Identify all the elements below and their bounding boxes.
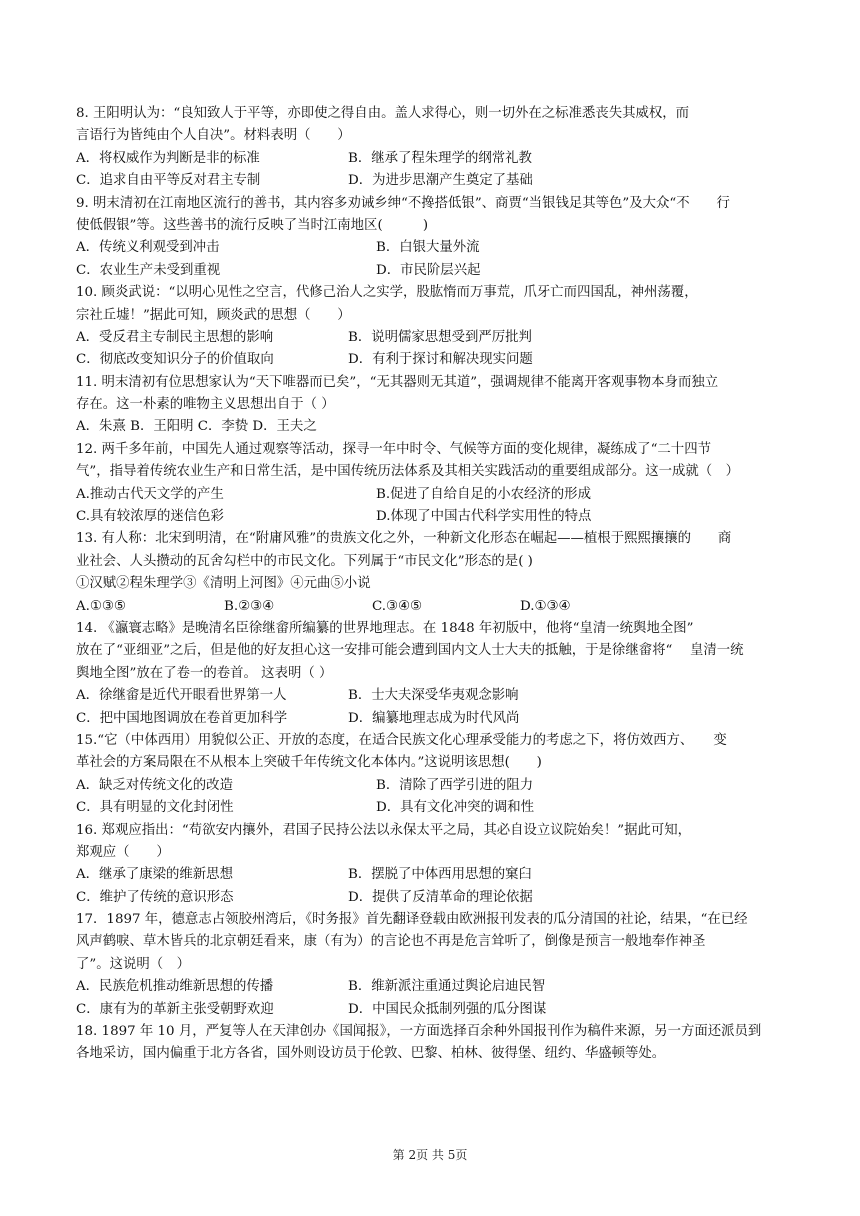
- exam-page: [76, 103, 788, 1066]
- question-text-line: 各地采访，国内偏重于北方各省，国外则设访员于伦敦、巴黎、柏林、彼得堡、纽约、华盛顿等处。: [76, 1046, 666, 1062]
- answer-option: A.①③⑤: [76, 598, 126, 614]
- question-text-line: 存在。这一朴素的唯物主义思想出自于（ ）: [76, 397, 335, 413]
- question-5: [76, 528, 788, 618]
- answer-option: D．为进步思潮产生奠定了基础: [348, 173, 533, 189]
- question-text-line: 言语行为皆纯由个人自决”。材料表明（ ）: [76, 128, 351, 144]
- answer-option: D.①③④: [520, 598, 571, 614]
- answer-option: A．缺乏对传统文化的改造: [76, 777, 233, 793]
- option-row: [76, 506, 788, 528]
- option-row: [76, 260, 788, 282]
- question-text-line: 14. 《瀛寰志略》是晚清名臣徐继畲所编纂的世界地理志。在 1848 年初版中，他将“皇清一统舆地全图”: [76, 620, 694, 636]
- answer-option: B．士大夫深受华夷观念影响: [348, 688, 519, 704]
- question-text-line: 8. 王阳明认为：“良知致人于平等，亦即使之得自由。盖人求得心，则一切外在之标准悉丧失其威权，而: [76, 106, 690, 121]
- question-9: [76, 909, 788, 1021]
- option-row: [76, 237, 788, 259]
- answer-option: B．说明儒家思想受到严厉批判: [348, 329, 532, 345]
- option-row: [76, 596, 788, 618]
- answer-option: D．具有文化冲突的调和性: [376, 800, 535, 816]
- answer-option: D.体现了中国古代科学实用性的特点: [376, 509, 592, 525]
- question-0: [76, 103, 788, 193]
- answer-option: B.②③④: [224, 598, 275, 614]
- answer-option: B．白银大量外流: [376, 240, 480, 256]
- question-text-line: 9. 明末清初在江南地区流行的善书，其内容多劝诫乡绅“不搀搭低银”、商贾“当银钱足其等色”及大众“不 行: [76, 195, 730, 211]
- question-text-line: 11. 明末清初有位思想家认为“天下唯器而已矣”，“无其器则无其道”，强调规律不能离开客观事物本身而独立: [76, 374, 719, 390]
- answer-option: A．民族危机推动维新思想的传播: [76, 979, 274, 995]
- answer-option: B．清除了西学引进的阻力: [376, 777, 534, 793]
- option-row: [76, 797, 788, 819]
- answer-option: C．农业生产未受到重视: [76, 262, 221, 278]
- option-row: [76, 685, 788, 707]
- question-text-line: ①汉赋②程朱理学③《清明上河图》④元曲⑤小说: [76, 576, 371, 592]
- question-3: [76, 372, 788, 439]
- answer-option: C．追求自由平等反对君主专制: [76, 173, 261, 189]
- question-text-line: 12. 两千多年前，中国先人通过观察等活动，探寻一年中时令、气候等方面的变化规律，凝练成了“二十四节: [76, 441, 711, 457]
- answer-option: B.促进了自给自足的小农经济的形成: [376, 486, 591, 502]
- question-text-line: 革社会的方案局限在不从根本上突破千年传统文化本体内。”这说明该思想( ): [76, 755, 542, 771]
- option-row: [76, 484, 788, 506]
- answer-option: C.③④⑤: [372, 598, 423, 614]
- option-row: [76, 349, 788, 371]
- question-text-line: 业社会、人头攒动的瓦舍勾栏中的市民文化。下列属于“市民文化”形态的是( ): [76, 553, 533, 569]
- question-text-line: 宗社丘墟！”据此可知，顾炎武的思想（ ）: [76, 307, 351, 323]
- answer-option: C．彻底改变知识分子的价值取向: [76, 352, 274, 368]
- question-4: [76, 439, 788, 529]
- question-text-line: 放在了“亚细亚”之后，但是他的好友担心这一安排可能会遭到国内文人士大夫的抵触，于是徐继畲将“ 皇清一统: [76, 643, 744, 659]
- answer-option: D．编纂地理志成为时代风尚: [348, 710, 520, 726]
- question-10: [76, 1021, 788, 1066]
- question-6: [76, 618, 788, 730]
- answer-option: D．有利于探讨和解决现实问题: [348, 352, 533, 368]
- option-row: [76, 148, 788, 170]
- answer-option: A．将权威作为判断是非的标准: [76, 150, 260, 166]
- answer-option: B．继承了程朱理学的纲常礼教: [348, 150, 532, 166]
- option-row: [76, 775, 788, 797]
- question-text-line: A．朱熹 B．王阳明 C．李贽 D．王夫之: [76, 419, 317, 435]
- answer-option: D．市民阶层兴起: [376, 262, 481, 278]
- question-text-line: 了”。这说明（ ）: [76, 956, 190, 972]
- question-2: [76, 282, 788, 372]
- option-row: [76, 708, 788, 730]
- answer-option: C.具有较浓厚的迷信色彩: [76, 509, 224, 525]
- question-text-line: 舆地全图”放在了卷一的卷首。 这表明（ ）: [76, 665, 333, 681]
- question-text-line: 13. 有人称：北宋到明清，在“附庸风雅”的贵族文化之外，一种新文化形态在崛起——植根于熙熙攘攘的 商: [76, 531, 732, 547]
- question-8: [76, 820, 788, 910]
- question-text-line: 17．1897 年，德意志占领胶州湾后，《时务报》首先翻译登载由欧洲报刊发表的瓜分清国的社论，结果，“在已经: [76, 912, 748, 928]
- option-row: [76, 864, 788, 886]
- answer-option: C．康有为的革新主张受朝野欢迎: [76, 1001, 274, 1017]
- question-text-line: 16. 郑观应指出：“苟欲安内攘外，君国子民持公法以永保太平之局，其必自设立议院始矣！”据此可知，: [76, 822, 692, 838]
- option-row: [76, 999, 788, 1021]
- question-7: [76, 730, 788, 820]
- answer-option: A．徐继畲是近代开眼看世界第一人: [76, 688, 287, 704]
- option-row: [76, 170, 788, 192]
- answer-option: C．把中国地图调放在卷首更加科学: [76, 710, 288, 726]
- answer-option: A.推动古代天文学的产生: [76, 486, 224, 502]
- option-row: [76, 976, 788, 998]
- answer-option: A．传统义利观受到冲击: [76, 240, 220, 256]
- answer-option: D．中国民众抵制列强的瓜分图谋: [348, 1001, 547, 1017]
- answer-option: A．继承了康梁的维新思想: [76, 867, 233, 883]
- answer-option: C．具有明显的文化封闭性: [76, 800, 234, 816]
- question-text-line: 18. 1897 年 10 月，严复等人在天津创办《国闻报》，一方面选择百余种外国报刊作为稿件来源，另一方面还派员到: [76, 1024, 762, 1040]
- answer-option: D．提供了反清革命的理论依据: [348, 889, 533, 905]
- question-text-line: 10. 顾炎武说：“以明心见性之空言，代修己治人之实学，股肱惰而万事荒，爪牙亡而四国乱，神州荡覆，: [76, 285, 698, 301]
- page-footer: 第 2页 共 5页: [392, 1148, 468, 1162]
- answer-option: C．维护了传统的意识形态: [76, 889, 234, 905]
- option-row: [76, 327, 788, 349]
- option-row: [76, 887, 788, 909]
- answer-option: A．受反君主专制民主思想的影响: [76, 329, 274, 345]
- question-text-line: 使低假银”等。这些善书的流行反映了当时江南地区( ): [76, 217, 429, 233]
- question-text-line: 15.“它（中体西用）用貌似公正、开放的态度，在适合民族文化心理承受能力的考虑之下，将仿效西方、 变: [76, 732, 727, 748]
- question-text-line: 风声鹤唳、草木皆兵的北京朝廷看来，康（有为）的言论也不再是危言耸听了，倒像是预言一般地奉作神圣: [76, 934, 706, 950]
- question-1: [76, 193, 788, 283]
- answer-option: B．维新派注重通过舆论启迪民智: [348, 979, 546, 995]
- question-text-line: 郑观应（ ）: [76, 844, 170, 860]
- question-text-line: 气”，指导着传统农业生产和日常生活，是中国传统历法体系及其相关实践活动的重要组成部分。这一成就（ ）: [76, 464, 739, 480]
- answer-option: B．摆脱了中体西用思想的窠臼: [348, 867, 532, 883]
